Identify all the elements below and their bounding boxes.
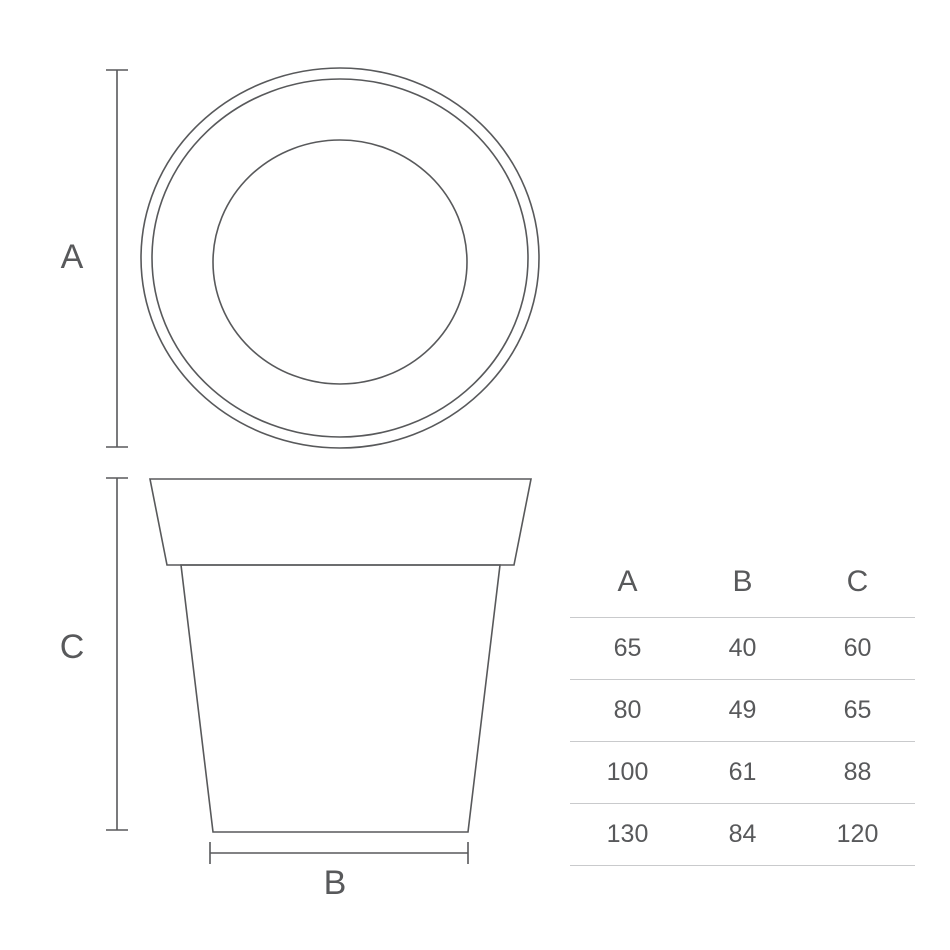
table-body bbox=[570, 618, 915, 866]
table-cell-c: 60 bbox=[800, 618, 915, 680]
table-cell-c: 65 bbox=[800, 680, 915, 742]
table-cell-a: 65 bbox=[570, 618, 685, 680]
table-cell-a: 80 bbox=[570, 680, 685, 742]
dimension-line-c bbox=[106, 478, 128, 830]
table-header bbox=[570, 565, 915, 618]
table-cell-b: 49 bbox=[685, 680, 800, 742]
top-view-pot bbox=[141, 68, 539, 448]
table-header-b: B bbox=[732, 565, 753, 598]
table-row bbox=[570, 742, 915, 804]
table-cell-b: 40 bbox=[685, 618, 800, 680]
table-header-c: C bbox=[846, 565, 869, 598]
table-cell-a: 130 bbox=[570, 804, 685, 866]
table-cell-c: 120 bbox=[800, 804, 915, 866]
dimension-line-a bbox=[106, 70, 128, 447]
table-row bbox=[570, 804, 915, 866]
table-header-a: A bbox=[617, 565, 638, 598]
table-header-row bbox=[570, 565, 915, 618]
table-cell-a: 100 bbox=[570, 742, 685, 804]
table-cell-b: 61 bbox=[685, 742, 800, 804]
dimension-label-b: B bbox=[323, 864, 347, 902]
dimension-line-b bbox=[210, 842, 468, 864]
table-row bbox=[570, 618, 915, 680]
dimensions-table bbox=[570, 565, 915, 866]
table-cell-c: 88 bbox=[800, 742, 915, 804]
dimension-label-c: C bbox=[59, 628, 85, 666]
side-view-pot bbox=[150, 479, 531, 832]
table-cell-b: 84 bbox=[685, 804, 800, 866]
table-row bbox=[570, 680, 915, 742]
dimension-label-a: A bbox=[60, 238, 84, 276]
